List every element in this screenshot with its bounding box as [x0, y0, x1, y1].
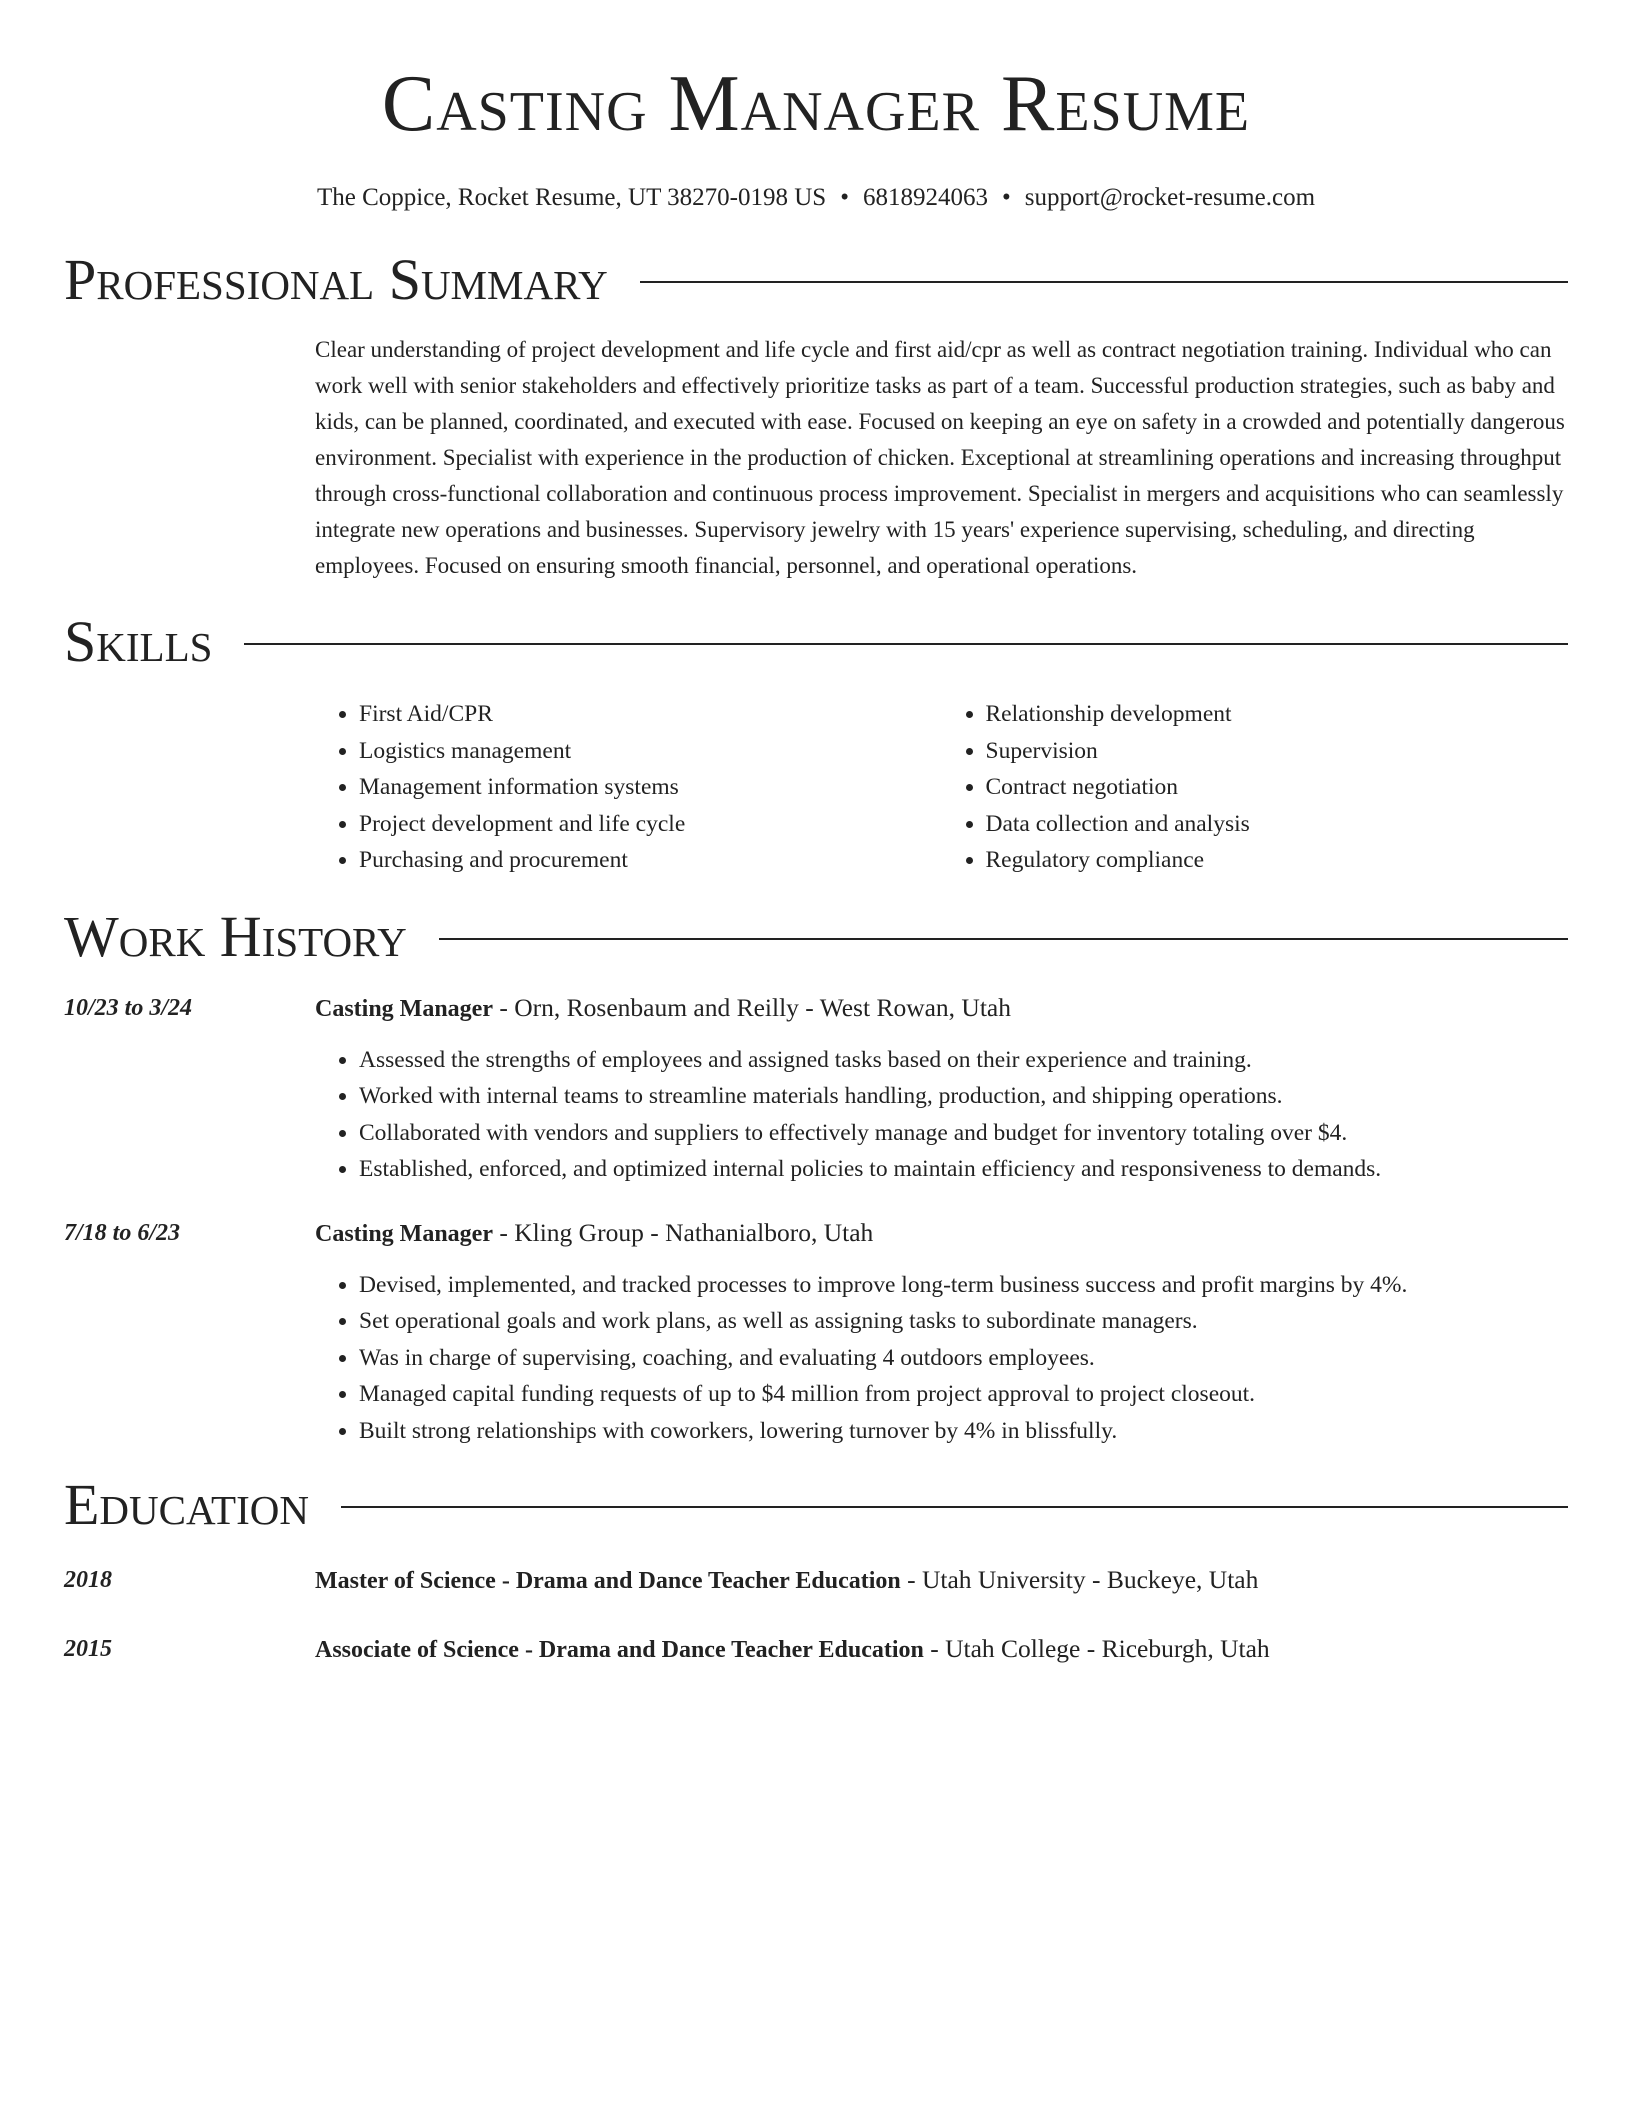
section-divider	[244, 643, 1568, 645]
job-dates: 10/23 to 3/24	[64, 994, 193, 1021]
work-heading: Work History	[64, 903, 407, 969]
job-bullets	[315, 1042, 1568, 1188]
job-title: Casting Manager	[315, 995, 493, 1022]
job-title-line	[315, 991, 1568, 1026]
education-section-header	[64, 1473, 1568, 1537]
education-school: - Utah College - Riceburgh, Utah	[923, 1634, 1270, 1663]
job-bullet: • Set operational goals and work plans, as well as assigning tasks to subordinate managers.	[359, 1303, 1568, 1340]
contact-phone: 6818924063	[862, 184, 988, 211]
contact-line	[64, 182, 1568, 214]
job-entry	[64, 991, 1568, 1188]
summary-text: Clear understanding of project development and life cycle and first aid/cpr as well as contract negotiation training. Individual who can work well with senior stakeholders and effectively prioritize tasks as part of a team. Successful production strategies, such as baby and kids, can be planned, coordinated, and executed with ease. Focused on keeping an eye on safety in a crowded and potentially dangerous environment. Specialist with experience in the production of chicken. Exceptional at streamlining operations and increasing throughput through cross-functional collaboration and continuous process improvement. Specialist in mergers and acquisitions who can seamlessly integrate new operations and businesses. Supervisory jewelry with 15 years' experience supervising, scheduling, and directing employees. Focused on ensuring smooth financial, personnel, and operational operations.	[315, 337, 1565, 578]
job-bullet: • Devised, implemented, and tracked processes to improve long-term business success and profit margins by 4%.	[359, 1267, 1568, 1304]
job-entry	[64, 1216, 1568, 1450]
contact-separator: •	[1001, 184, 1011, 211]
job-employer: - Kling Group - Nathanialboro, Utah	[492, 1217, 874, 1247]
job-bullet: • Managed capital funding requests of up to $4 million from project approval to project closeout.	[359, 1376, 1568, 1413]
section-divider	[640, 281, 1568, 283]
job-employer: - Orn, Rosenbaum and Reilly - West Rowan, Utah	[492, 992, 1012, 1022]
skill-item: • Contract negotiation	[986, 769, 1569, 806]
job-bullet: • Worked with internal teams to streamline materials handling, production, and shipping operations.	[359, 1078, 1568, 1115]
skill-item: • Data collection and analysis	[986, 806, 1569, 843]
resume-title: Casting Manager Resume	[381, 60, 1251, 148]
education-heading: Education	[64, 1472, 309, 1537]
job-bullet: • Assessed the strengths of employees and assigned tasks based on their experience and training.	[359, 1042, 1568, 1079]
skills-section-header	[64, 610, 1568, 674]
education-line	[315, 1632, 1568, 1667]
job-bullet: • Collaborated with vendors and suppliers to effectively manage and budget for inventory totaling over $4.	[359, 1115, 1568, 1152]
skill-item: • Supervision	[986, 733, 1569, 770]
job-bullet: • Established, enforced, and optimized internal policies to maintain efficiency and responsiveness to demands.	[359, 1151, 1568, 1188]
contact-email: support@rocket-resume.com	[1024, 184, 1316, 211]
section-divider	[439, 938, 1568, 940]
work-section-header	[64, 905, 1568, 969]
job-body	[315, 991, 1568, 1188]
education-entry	[64, 1563, 1568, 1598]
education-degree: Associate of Science - Drama and Dance Teacher Education	[315, 1637, 924, 1663]
skills-heading: Skills	[64, 609, 213, 674]
section-divider	[341, 1506, 1568, 1508]
education-year: 2015	[64, 1636, 112, 1662]
contact-address: The Coppice, Rocket Resume, UT 38270-0198 US	[316, 184, 827, 211]
contact-separator: •	[840, 184, 849, 211]
job-title-line	[315, 1216, 1568, 1251]
skill-item: • Project development and life cycle	[359, 806, 942, 843]
skills-list	[315, 696, 1568, 879]
skill-item: • Regulatory compliance	[986, 842, 1569, 879]
summary-heading: Professional Summary	[64, 247, 608, 312]
education-school: - Utah University - Buckeye, Utah	[900, 1565, 1259, 1594]
education-year: 2018	[64, 1567, 112, 1593]
skill-item: • Logistics management	[359, 733, 942, 770]
job-body	[315, 1216, 1568, 1450]
education-entry	[64, 1632, 1568, 1667]
skills-column-right	[942, 696, 1569, 879]
skill-item: • Relationship development	[986, 696, 1569, 733]
skill-item: • Management information systems	[359, 769, 942, 806]
skills-column-left	[315, 696, 942, 879]
education-degree: Master of Science - Drama and Dance Teacher Education	[315, 1568, 901, 1594]
education-line	[315, 1563, 1568, 1598]
job-bullet: • Built strong relationships with coworkers, lowering turnover by 4% in blissfully.	[359, 1413, 1568, 1450]
job-dates: 7/18 to 6/23	[64, 1219, 181, 1246]
skill-item: • Purchasing and procurement	[359, 842, 942, 879]
job-bullet: • Was in charge of supervising, coaching, and evaluating 4 outdoors employees.	[359, 1340, 1568, 1377]
skill-item: • First Aid/CPR	[359, 696, 942, 733]
job-bullets	[315, 1267, 1568, 1450]
job-title: Casting Manager	[315, 1220, 493, 1247]
summary-section-header	[64, 248, 1568, 312]
